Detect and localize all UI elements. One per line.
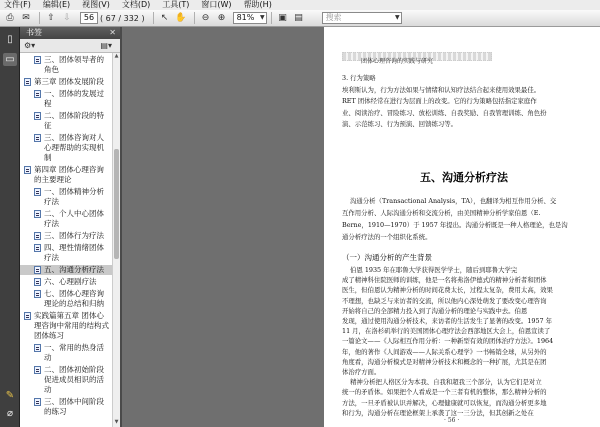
hand-tool-icon[interactable]: ✋: [174, 13, 187, 23]
text-line: 业、阅读治疗、冒险练习、放松训练、自我奖励、自我管理训练、角色扮: [342, 108, 547, 117]
text-line: 成了精神科住院医师的训练，他是一名将弗洛伊德式的精神分析者和团体: [342, 276, 547, 285]
page-count: ( 67 / 332 ): [100, 13, 145, 23]
bookmark-item[interactable]: [20, 77, 112, 87]
close-icon[interactable]: ✕: [109, 28, 116, 37]
bookmark-item[interactable]: [20, 311, 112, 341]
bookmark-item[interactable]: [20, 111, 112, 131]
pages-icon[interactable]: ▯: [7, 34, 13, 45]
text-line: 方法，一旦矛盾被认识并解决，心理健康就可以恢复，而沟通分析更多地: [342, 398, 547, 407]
bookmark-item[interactable]: [20, 365, 112, 395]
navigation-icon-strip: [0, 27, 20, 427]
document-area: [124, 27, 600, 427]
running-head: [342, 52, 492, 65]
text-line: 伯恩 1935 年在耶鲁大学获得医学学士，随后到耶鲁大学完: [350, 266, 518, 274]
bookmark-label: 三、团体中间阶段的练习: [44, 397, 104, 416]
bookmark-label: 三、团体行为疗法: [44, 231, 104, 240]
bookmark-label: 二、个人中心团体疗法: [44, 209, 104, 228]
text-line: 开始将自己的全部精力投入到了沟通分析的理论与实践中去。伯恩: [342, 306, 528, 315]
document-page: [324, 27, 600, 427]
menu-document[interactable]: 文档(D): [121, 0, 151, 9]
bookmark-label: 七、团体心理咨询理论的总结和归纳: [44, 289, 104, 308]
menu-file[interactable]: 文件(F): [4, 0, 31, 9]
bookmark-item[interactable]: [20, 397, 112, 417]
text-line: 不理想，也缺乏与来访者的交流，所以他内心深处萌发了要改变心理咨询: [342, 296, 547, 305]
menu-window[interactable]: 窗口(W): [201, 0, 232, 9]
bookmark-item[interactable]: [20, 289, 112, 309]
chevron-down-icon: ▼: [259, 14, 265, 21]
zoom-in-icon[interactable]: ⊕: [217, 13, 226, 23]
options-icon[interactable]: ⚙▾: [24, 41, 36, 50]
bookmark-item[interactable]: [20, 231, 112, 241]
toolbar-divider: [153, 12, 154, 24]
text-line: 11 月，在洛杉矶举行的美国团体心理疗法会西部地区大会上，伯恩宣读了: [342, 327, 551, 336]
toolbar-divider: [271, 12, 272, 24]
bookmark-label: 实践篇第五章 团体心理咨询中常用的结构式团体练习: [34, 311, 109, 340]
page-number: · 56 ·: [444, 417, 460, 424]
bookmark-page-icon: [34, 188, 41, 196]
menu-view[interactable]: 视图(V): [82, 0, 110, 9]
text-line: 互作用分析、人际沟通分析和交流分析，由美国精神分析学家伯恩（E.: [342, 209, 541, 217]
bookmark-page-icon: [24, 312, 31, 320]
bookmarks-scrollbar[interactable]: [112, 53, 120, 427]
page-number-input[interactable]: 56: [80, 12, 98, 24]
text-line: 通分析疗法的一个组织化系统。: [342, 233, 432, 241]
bookmarks-icon[interactable]: ▭: [3, 53, 17, 66]
bookmark-item[interactable]: [20, 277, 112, 287]
attachments-icon[interactable]: ⌀: [6, 408, 14, 419]
comments-icon[interactable]: ✎: [5, 390, 15, 401]
text-line: 体治疗方面。: [342, 368, 381, 376]
bookmark-label: 五、沟通分析疗法: [44, 265, 104, 274]
scrollbar-thumb[interactable]: [114, 149, 119, 259]
zoom-select[interactable]: [233, 12, 267, 24]
scroll-down-icon[interactable]: ▼: [114, 419, 119, 425]
page-down-icon[interactable]: ⇩: [63, 13, 71, 23]
text-line: 3. 行为策略: [342, 74, 376, 82]
bookmark-label: 一、常用的热身活动: [44, 343, 104, 362]
bookmark-label: 二、团体阶段的特征: [44, 111, 104, 130]
menu-tools[interactable]: 工具(T): [162, 0, 190, 9]
text-line: 统一的矛盾体。如果把个人看成是一个三者有机的整体，那么精神分析的: [342, 388, 547, 397]
subsection-title: （一）沟通分析的产生背景: [342, 253, 432, 262]
bookmark-page-icon: [34, 112, 41, 120]
zoom-value: 81%: [236, 13, 255, 22]
menu-help[interactable]: 帮助(H): [243, 0, 272, 9]
text-line: 沟通分析（Transactional Analysis，TA），也翻译为相互作用分析、交: [350, 197, 557, 205]
text-line: 发现，通过使用沟通分析技术，来访者的生活发生了显著的改变。1957 年: [342, 317, 553, 325]
bookmark-page-icon: [34, 290, 41, 298]
bookmark-page-icon: [34, 134, 41, 142]
text-line: 医生，但伯恩认为精神分析的时间花费太长，过程太复杂，费用太高，效果: [342, 286, 553, 295]
text-line: 精神分析把人格区分为本我、自我和超我三个部分，认为它们是对立: [350, 378, 542, 387]
bookmark-item[interactable]: [20, 187, 112, 207]
scroll-up-icon[interactable]: ▲: [114, 53, 119, 59]
zoom-out-icon[interactable]: ⊖: [201, 13, 210, 23]
bookmark-page-icon: [34, 56, 41, 64]
bookmark-item[interactable]: [20, 165, 112, 185]
bookmark-page-icon: [34, 278, 41, 286]
bookmark-item[interactable]: [20, 343, 112, 363]
text-line: 埃利斯认为，行为方法如果与情绪和认知疗法结合起来使用效果最佳。: [342, 85, 541, 94]
text-line: 演、示范练习、行为预演、回馈练习等。: [342, 120, 458, 128]
text-line: RET 团体经常在进行为层面上的改变。它的行为策略包括指定家庭作: [342, 97, 537, 105]
bookmark-label: 六、心理剧疗法: [44, 277, 97, 286]
bookmark-label: 二、团体初始阶段促进成员相识的活动: [44, 365, 104, 394]
page-up-icon[interactable]: ⇧: [47, 13, 55, 23]
fit-width-icon[interactable]: ▤: [294, 13, 303, 23]
new-bookmark-icon[interactable]: ▤▾: [100, 41, 112, 50]
search-input[interactable]: [322, 12, 402, 24]
bookmark-page-icon: [34, 266, 41, 274]
text-line: 一篇论文——《人际相互作用分析：一种新型有效的团体治疗方法》。1964: [342, 337, 554, 346]
running-head-text: 团体心理咨询的实践与研究: [361, 58, 434, 65]
search-placeholder: 搜索: [325, 13, 342, 22]
bookmark-page-icon: [34, 210, 41, 218]
bookmark-label: 第三章 团体发展阶段: [34, 77, 104, 86]
bookmark-item[interactable]: [20, 209, 112, 229]
bookmark-label: 三、团体领导者的角色: [44, 55, 104, 74]
bookmarks-title: 书签: [26, 28, 42, 37]
text-line: Berne，1910—1970）于 1957 年提出。沟通分析既是一种人格理论，也是沟: [342, 221, 568, 229]
text-line: 和行为，沟通分析在理论框架上承袭了这一三分法，但其创新之处在: [342, 408, 534, 417]
bookmark-label: 四、理性情绪团体疗法: [44, 243, 104, 262]
bookmark-item[interactable]: [20, 55, 112, 75]
bookmark-item[interactable]: [20, 243, 112, 263]
bookmark-label: 一、团体的发展过程: [44, 89, 104, 108]
menubar: [0, 0, 600, 10]
toolbar: [0, 10, 600, 27]
bookmark-label: 第四章 团体心理咨询的主要理论: [34, 165, 104, 184]
bookmarks-toolbar: [20, 39, 120, 53]
bookmark-item[interactable]: [20, 89, 112, 109]
chevron-down-icon: ▼: [394, 14, 400, 21]
bookmark-list: [20, 53, 112, 427]
bookmark-page-icon: [34, 90, 41, 98]
bookmark-page-icon: [34, 398, 41, 406]
bookmark-page-icon: [34, 344, 41, 352]
toolbar-divider: [194, 12, 195, 24]
section-title: 五、沟通分析疗法: [420, 171, 508, 184]
text-line: 角度看，沟通分析模式是对精神分析技术和概念的一种扩展，尤其是在团: [342, 357, 547, 366]
text-line: 年，他的著作《人间游戏——人际关系心理学》一书畅销全球，从另外的: [342, 347, 547, 356]
bookmark-page-icon: [34, 232, 41, 240]
bookmark-item[interactable]: [20, 133, 112, 163]
bookmark-item[interactable]: [20, 265, 112, 275]
fit-page-icon[interactable]: ▣: [278, 13, 287, 23]
bookmark-page-icon: [34, 244, 41, 252]
menu-edit[interactable]: 编辑(E): [42, 0, 71, 9]
bookmark-label: 一、团体精神分析疗法: [44, 187, 104, 206]
bookmark-page-icon: [24, 78, 31, 86]
bookmarks-panel: [20, 27, 122, 427]
bookmark-page-icon: [34, 366, 41, 374]
email-icon[interactable]: ✉: [22, 13, 30, 23]
bookmarks-panel-header: [20, 27, 120, 39]
select-tool-icon[interactable]: ↖: [160, 13, 169, 23]
toolbar-divider: [39, 12, 40, 24]
print-icon[interactable]: ⎙: [6, 13, 14, 23]
bookmark-label: 三、团体咨询对人心理帮助的实现机制: [44, 133, 104, 162]
bookmark-page-icon: [24, 166, 31, 174]
